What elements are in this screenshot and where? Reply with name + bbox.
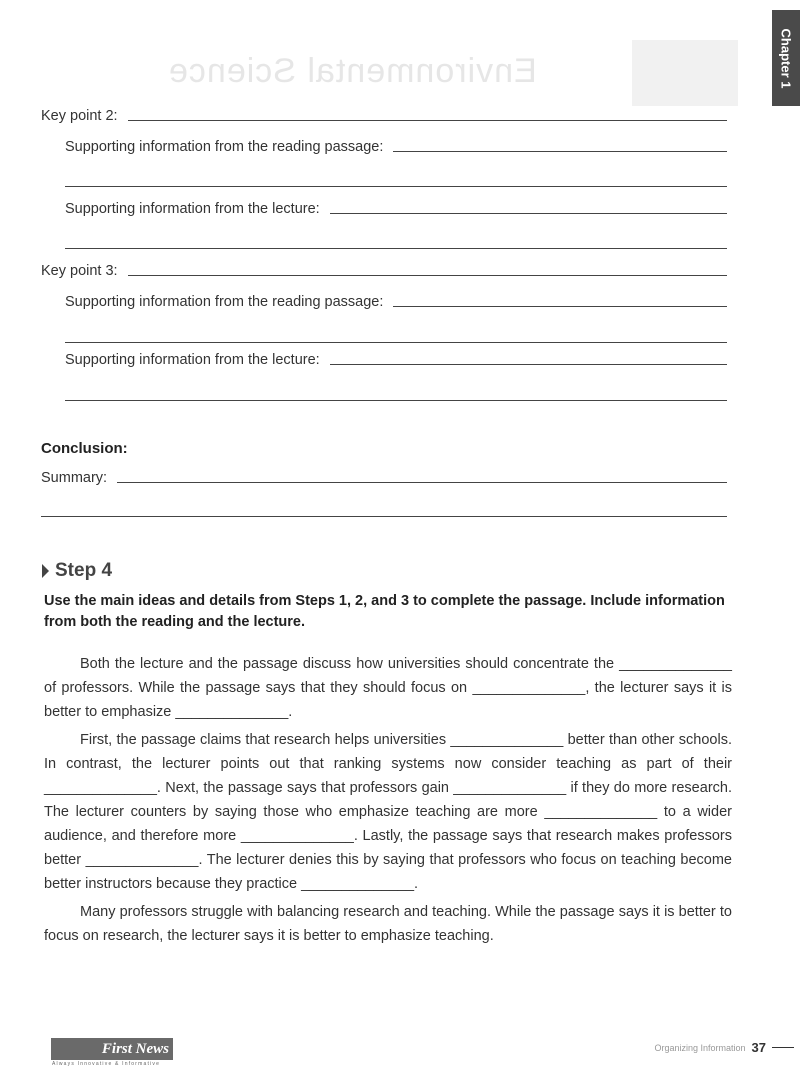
passage-text: , the lecturer says it is better to emphasize	[44, 680, 732, 720]
kp3-reading-answer-line-2[interactable]	[65, 342, 727, 343]
kp3-reading-row	[65, 294, 727, 310]
passage-paragraph-2	[44, 728, 732, 896]
bleed-through-box	[632, 40, 738, 106]
kp2-reading-label: Supporting information from the reading passage:	[65, 139, 384, 155]
kp3-reading-answer-line[interactable]	[393, 305, 727, 307]
key-point-2-answer-line[interactable]	[128, 119, 727, 121]
answer-blank[interactable]: ______________	[44, 780, 157, 796]
kp3-lecture-row	[65, 352, 727, 368]
kp3-lecture-label: Supporting information from the lecture:	[65, 352, 320, 368]
answer-blank[interactable]: ______________	[85, 852, 199, 868]
answer-blank[interactable]: ______________	[175, 704, 289, 720]
answer-blank[interactable]: ______________	[450, 732, 564, 748]
summary-answer-line-2[interactable]	[41, 516, 727, 517]
conclusion-heading: Conclusion:	[41, 440, 128, 457]
publisher-tagline: Always Innovative & Informative	[52, 1061, 161, 1067]
footer-section-label: Organizing Information	[654, 1042, 746, 1053]
chapter-tab-label: Chapter 1	[778, 28, 794, 88]
key-point-3-row	[41, 263, 727, 279]
kp3-lecture-answer-line-2[interactable]	[65, 400, 727, 401]
key-point-2-row	[41, 108, 727, 124]
passage-text: . Lastly, the passage says that research makes professors better	[44, 828, 732, 868]
kp2-lecture-row	[65, 201, 727, 217]
kp2-reading-answer-line[interactable]	[393, 150, 727, 152]
answer-blank[interactable]: ______________	[472, 680, 586, 696]
chapter-tab	[772, 10, 800, 106]
kp2-reading-answer-line-2[interactable]	[65, 186, 727, 187]
summary-label: Summary:	[41, 470, 108, 486]
passage-text: .	[414, 876, 419, 892]
passage-text: .	[288, 704, 293, 720]
step-4-heading	[42, 560, 112, 582]
answer-blank[interactable]: ______________	[453, 780, 567, 796]
answer-blank[interactable]: ______________	[544, 804, 658, 820]
footer-rule	[772, 1047, 794, 1048]
passage-text: . Next, the passage says that professors gain	[156, 780, 454, 796]
publisher-logo: First News	[51, 1038, 173, 1060]
passage-text: Both the lecture and the passage discuss how universities should concentrate the	[80, 656, 620, 672]
passage-text: better than other schools. In contrast, the lecturer points out that ranking systems now consider teaching as part of their	[44, 732, 732, 772]
passage-text: of professors. While the passage says that they should focus on	[44, 680, 473, 696]
answer-blank[interactable]: ______________	[240, 828, 354, 844]
page-footer	[654, 1040, 794, 1055]
answer-blank[interactable]: ______________	[301, 876, 415, 892]
passage-text: First, the passage claims that research helps universities	[80, 732, 451, 748]
passage-paragraph-1	[44, 652, 732, 724]
kp2-lecture-answer-line-2[interactable]	[65, 248, 727, 249]
kp2-lecture-label: Supporting information from the lecture:	[65, 201, 320, 217]
kp2-lecture-answer-line[interactable]	[330, 212, 727, 214]
passage-paragraph-3: Many professors struggle with balancing research and teaching. While the passage says it is better to focus on research, the lecturer says it is better to emphasize teaching.	[44, 904, 732, 944]
triangle-bullet-icon	[42, 564, 49, 578]
summary-row	[41, 470, 727, 486]
bleed-through-title: Environmental Science	[168, 52, 537, 90]
fill-in-passage	[44, 652, 732, 952]
key-point-3-answer-line[interactable]	[128, 274, 727, 276]
step-4-title: Step 4	[55, 560, 113, 581]
key-point-3-label: Key point 3:	[41, 263, 118, 279]
summary-answer-line[interactable]	[117, 481, 727, 483]
kp2-reading-row	[65, 139, 727, 155]
step-4-instructions: Use the main ideas and details from Steps 1, 2, and 3 to complete the passage. Include information from both the reading and the lecture.	[44, 593, 725, 630]
passage-text: if they do more research. The lecturer counters by saying those who emphasize teaching are more	[44, 780, 732, 820]
answer-blank[interactable]: ______________	[619, 656, 732, 672]
passage-text: . The lecturer denies this by saying that professors who focus on teaching become better instructors because they practice	[44, 852, 732, 892]
kp3-lecture-answer-line[interactable]	[330, 363, 727, 365]
key-point-2-label: Key point 2:	[41, 108, 118, 124]
passage-text: to a wider audience, and therefore more	[44, 804, 732, 844]
page-number: 37	[751, 1040, 766, 1055]
kp3-reading-label: Supporting information from the reading passage:	[65, 294, 384, 310]
